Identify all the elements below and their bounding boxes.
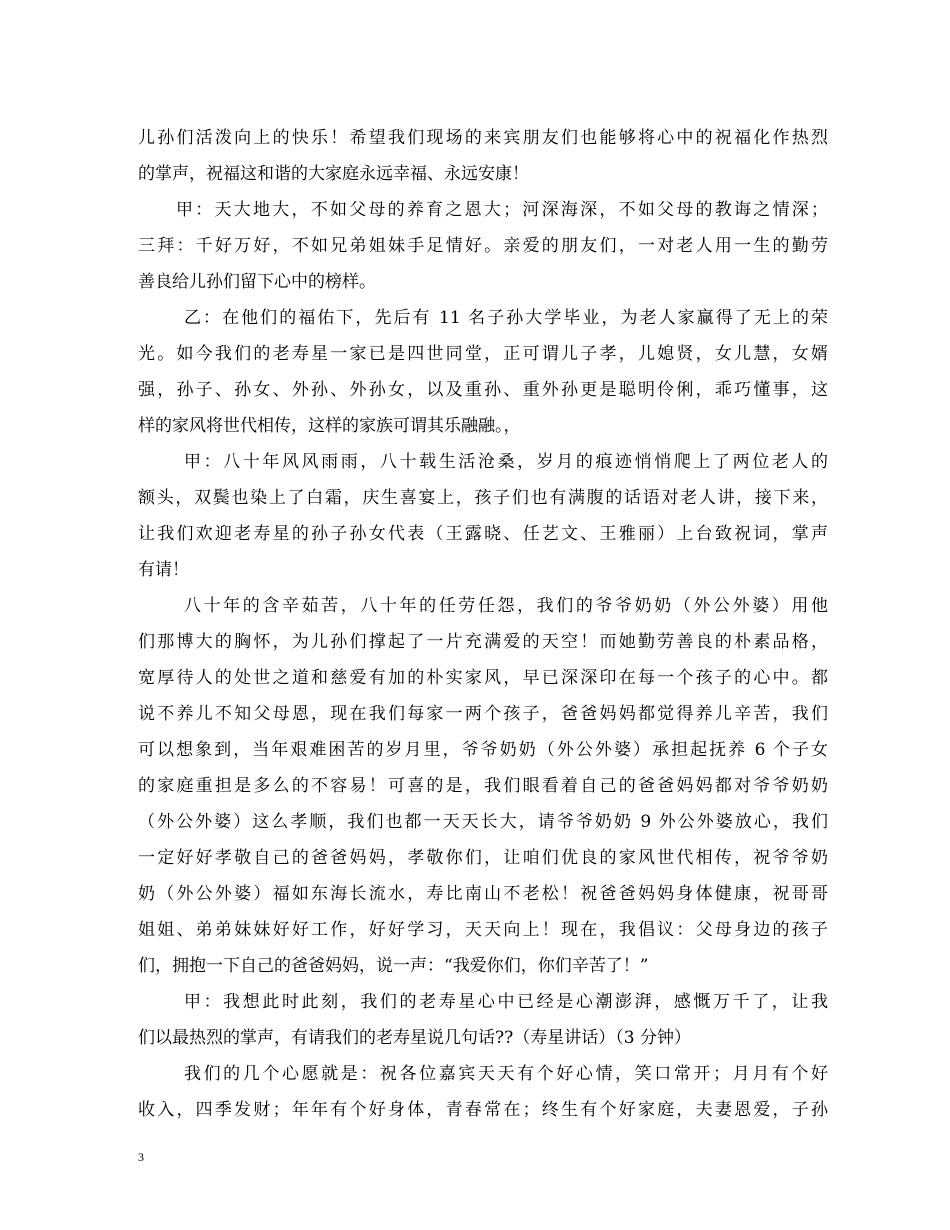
text-line: 善良给儿孙们留下心中的榜样。	[138, 272, 376, 292]
text-line: 们，拥抱一下自己的爸爸妈妈，说一声：“我爱你们，你们辛苦了！”	[138, 956, 649, 976]
text-line: 奶（外公外婆）福如东海长流水，寿比南山不老松！祝爸爸妈妈身体健康，祝哥哥	[138, 884, 828, 904]
text-line: 甲：我想此时此刻，我们的老寿星心中已经是心潮澎湃，感慨万千了，让我	[184, 992, 828, 1012]
text-line: 甲：八十年风风雨雨，八十载生活沧桑，岁月的痕迹悄悄爬上了两位老人的	[184, 452, 828, 472]
text-line: 八十年的含辛茹苦，八十年的任劳任怨，我们的爷爷奶奶（外公外婆）用他	[184, 596, 828, 616]
paragraph	[138, 120, 828, 192]
text-line: 光。如今我们的老寿星一家已是四世同堂，正可谓儿子孝，儿媳贤，女儿慧，女婿	[138, 344, 828, 364]
text-line: 我们的几个心愿就是：祝各位嘉宾天天有个好心情，笑口常开；月月有个好	[184, 1064, 828, 1084]
text-line: 有请！	[138, 560, 189, 580]
text-line: 们那博大的胸怀，为儿孙们撑起了一片充满爱的天空！而她勤劳善良的朴素品格，	[138, 632, 828, 652]
text-line: 额头，双鬓也染上了白霜，庆生喜宴上，孩子们也有满腹的话语对老人讲，接下来，	[138, 488, 828, 508]
paragraph	[138, 192, 828, 300]
text-line: 强，孙子、孙女、外孙、外孙女，以及重孙、重外孙更是聪明伶俐，乖巧懂事，这	[138, 380, 828, 400]
text-line: 姐姐、弟弟妹妹好好工作，好好学习，天天向上！现在，我倡议：父母身边的孩子	[138, 920, 828, 940]
text-line: 的掌声，祝福这和谐的大家庭永远幸福、永远安康！	[138, 164, 529, 184]
paragraph	[138, 588, 828, 984]
text-line: 三拜：千好万好，不如兄弟姐妹手足情好。亲爱的朋友们，一对老人用一生的勤劳	[138, 236, 828, 256]
text-line: （外公外婆）这么孝顺，我们也都一天天长大，请爷爷奶奶 9 外公外婆放心，我们	[138, 812, 828, 832]
text-line: 样的家风将世代相传，这样的家族可谓其乐融融。，	[138, 416, 521, 436]
paragraph	[138, 300, 828, 444]
text-line: 让我们欢迎老寿星的孙子孙女代表（王露晓、任艺文、王雅丽）上台致祝词，掌声	[138, 524, 828, 544]
paragraph	[138, 984, 828, 1056]
text-line: 甲：天大地大，不如父母的养育之恩大；河深海深，不如父母的教诲之情深；	[176, 200, 828, 220]
paragraph	[138, 1056, 828, 1128]
page-number: 3	[138, 1150, 144, 1164]
paragraph	[138, 444, 828, 588]
text-line: 宽厚待人的处世之道和慈爱有加的朴实家风，早已深深印在每一个孩子的心中。都	[138, 668, 828, 688]
text-line: 收入，四季发财；年年有个好身体，青春常在；终生有个好家庭，夫妻恩爱，子孙	[138, 1100, 828, 1120]
text-line: 可以想象到，当年艰难困苦的岁月里，爷爷奶奶（外公外婆）承担起抚养 6 个子女	[138, 740, 828, 760]
text-line: 的家庭重担是多么的不容易！可喜的是，我们眼看着自己的爸爸妈妈都对爷爷奶奶	[138, 776, 828, 796]
text-line: 一定好好孝敬自己的爸爸妈妈，孝敬你们，让咱们优良的家风世代相传，祝爷爷奶	[138, 848, 828, 868]
text-line: 儿孙们活泼向上的快乐！希望我们现场的来宾朋友们也能够将心中的祝福化作热烈	[138, 128, 828, 148]
text-line: 们以最热烈的掌声，有请我们的老寿星说几句话??（寿星讲话）（3 分钟）	[138, 1028, 691, 1048]
text-line: 乙：在他们的福佑下，先后有 11 名子孙大学毕业，为老人家赢得了无上的荣	[184, 308, 828, 328]
document-body	[138, 120, 828, 1128]
text-line: 说不养儿不知父母恩，现在我们每家一两个孩子，爸爸妈妈都觉得养儿辛苦，我们	[138, 704, 828, 724]
